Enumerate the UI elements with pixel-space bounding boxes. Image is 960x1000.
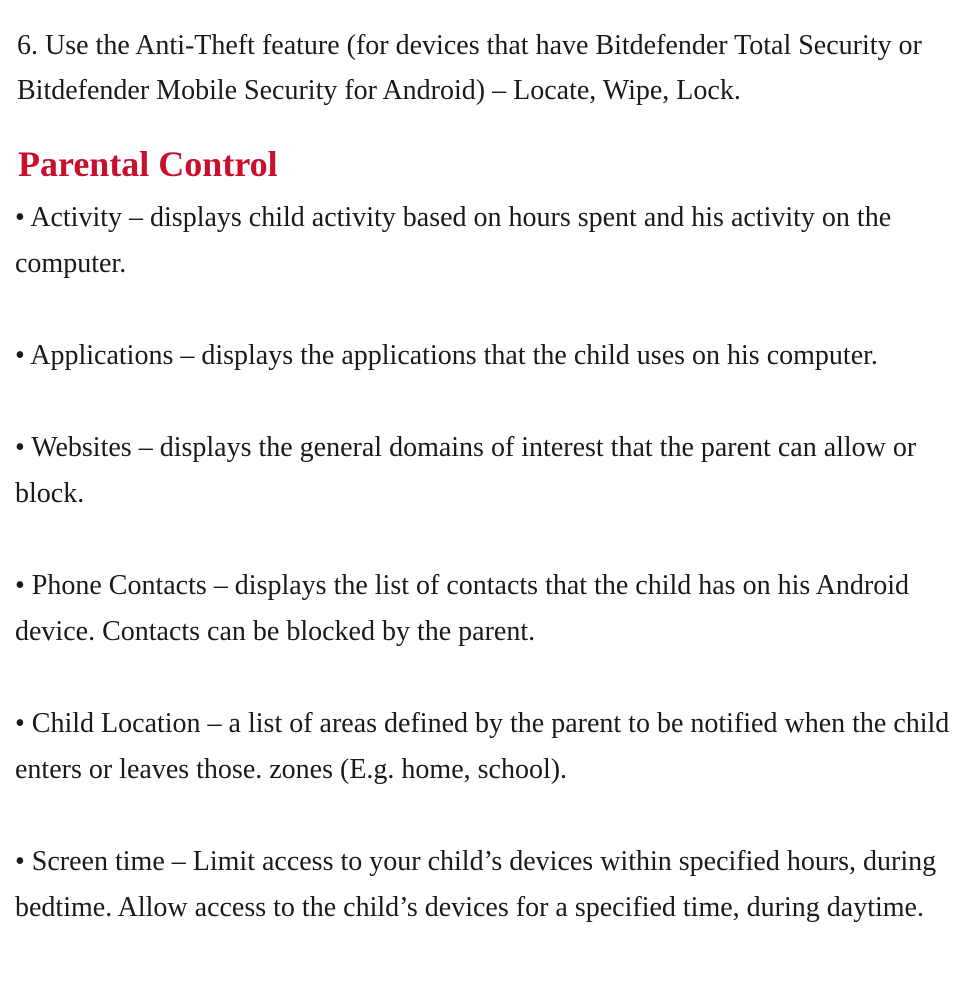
- feature-child-location: • Child Location – a list of areas defined by the parent to be notified when the child enters or leaves those. zones (E.g. home, school).: [15, 708, 950, 785]
- feature-phone-contacts: • Phone Contacts – displays the list of contacts that the child has on his Android device. Contacts can be blocked by the parent.: [15, 570, 910, 647]
- feature-applications: • Applications – displays the applications that the child uses on his computer.: [15, 340, 878, 371]
- parental-control-features: [15, 195, 950, 977]
- section-title: Parental Control: [18, 144, 278, 184]
- anti-theft-step: 6. Use the Anti-Theft feature (for devices that have Bitdefender Total Security or Bitdefender Mobile Security for Android) – Locate, Wipe, Lock.: [17, 30, 922, 106]
- feature-screen-time: • Screen time – Limit access to your child’s devices within specified hours, during bedtime. Allow access to the child’s devices for a specified time, during daytime.: [15, 846, 937, 923]
- feature-activity: • Activity – displays child activity based on hours spent and his activity on the computer.: [15, 202, 892, 279]
- feature-websites: • Websites – displays the general domains of interest that the parent can allow or block.: [15, 432, 917, 509]
